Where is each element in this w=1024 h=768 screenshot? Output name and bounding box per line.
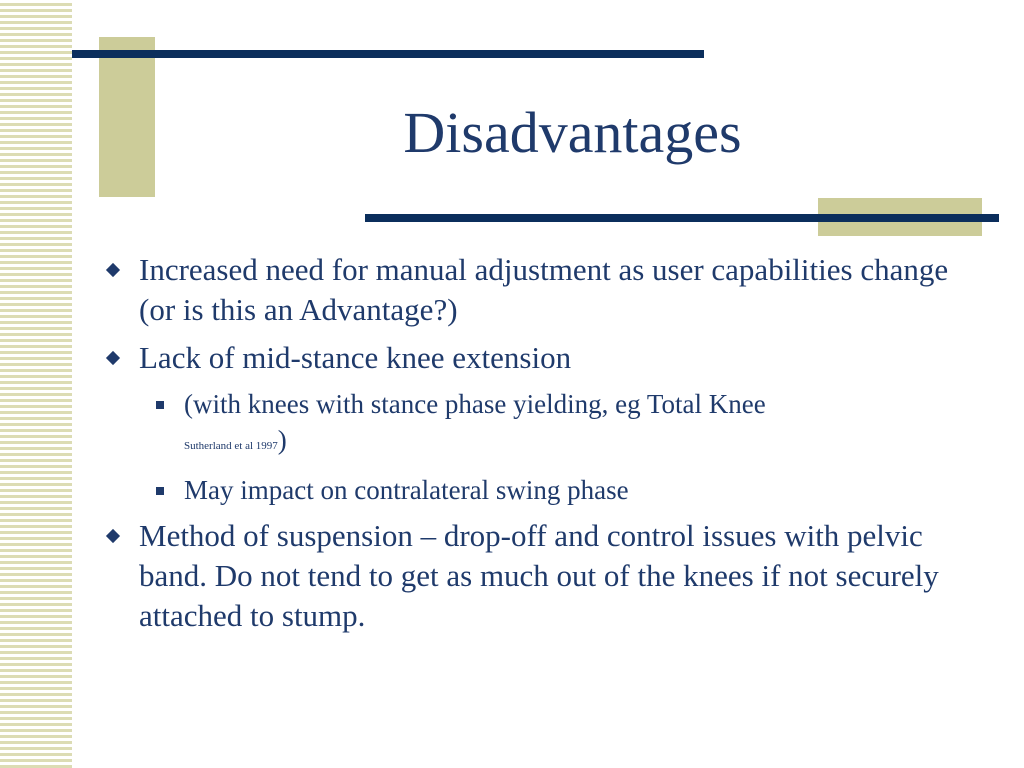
decor-block-top-left <box>99 37 155 197</box>
bullet-item <box>100 338 980 378</box>
bullet-text: Lack of mid-stance knee extension <box>139 340 572 375</box>
square-bullet-icon <box>156 487 164 495</box>
bullet-text: Method of suspension – drop-off and control issues with pelvic band. Do not tend to get as much out of the knees if not securely attached to stump. <box>139 518 939 633</box>
sub-bullet-item <box>100 386 980 464</box>
diamond-bullet-icon <box>106 529 120 543</box>
square-bullet-icon <box>156 401 164 409</box>
bullet-text: Increased need for manual adjustment as user capabilities change (or is this an Advantage?) <box>139 252 949 327</box>
closing-paren: ) <box>277 425 287 455</box>
slide-content <box>100 250 980 644</box>
decor-bar-top <box>72 50 704 58</box>
bullet-item <box>100 516 980 636</box>
citation-text: Sutherland et al 1997 <box>184 440 278 452</box>
sub-bullet-text: (with knees with stance phase yielding, eg Total Knee <box>184 389 766 419</box>
sub-bullet-text: May impact on contralateral swing phase <box>184 475 629 505</box>
bullet-item <box>100 250 980 330</box>
slide-title: Disadvantages <box>403 100 742 165</box>
diamond-bullet-icon <box>106 351 120 365</box>
diamond-bullet-icon <box>106 263 120 277</box>
decor-bar-bottom <box>365 214 999 222</box>
sub-bullet-item <box>100 472 980 508</box>
striped-margin <box>0 0 72 768</box>
